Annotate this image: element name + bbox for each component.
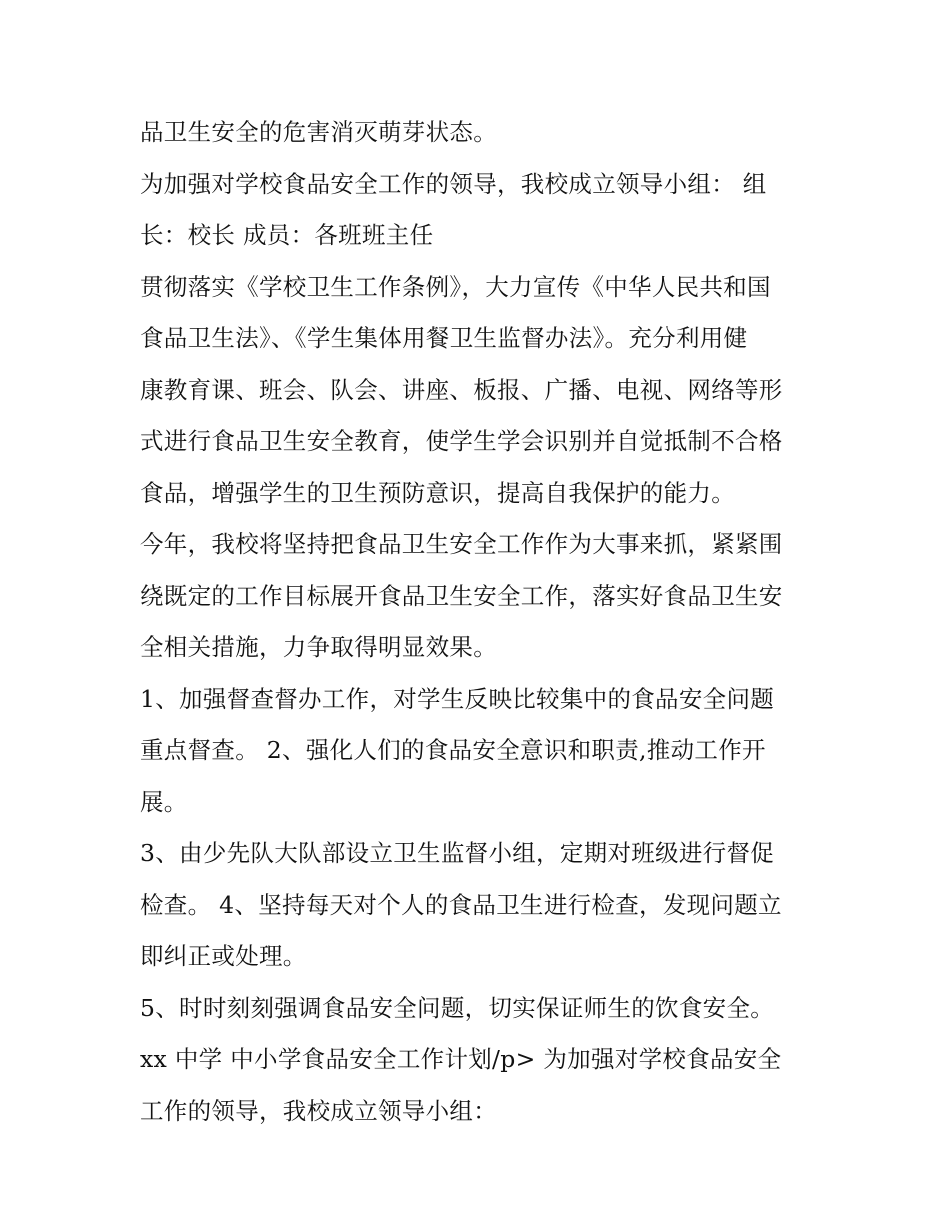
text-line: 食品卫生法》、《学生集体用餐卫生监督办法》。充分利用健 <box>140 324 748 352</box>
text-line: 1、加强督查督办工作，对学生反映比较集中的食品安全问题 <box>140 684 775 713</box>
text-line: 贯彻落实《学校卫生工作条例》，大力宣传《中华人民共和国 <box>140 272 771 301</box>
text-line: 长：校长 成员：各班班主任 <box>140 221 434 249</box>
paragraph <box>140 519 820 674</box>
text-line: 即纠正或处理。 <box>140 942 307 970</box>
text-line: 康教育课、班会、队会、讲座、板报、广播、电视、网络等形 <box>140 375 783 404</box>
text-line: 展。 <box>140 787 188 816</box>
text-line: 今年，我校将坚持把食品卫生安全工作作为大事来抓，紧紧围 <box>140 530 783 558</box>
document-body <box>140 107 820 1137</box>
text-line: 为加强对学校食品安全工作的领导，我校成立领导小组： 组 <box>140 169 767 198</box>
paragraph <box>140 828 820 983</box>
paragraph <box>140 159 820 262</box>
paragraph <box>140 1034 820 1137</box>
paragraph <box>140 107 820 159</box>
text-line: 绕既定的工作目标展开食品卫生安全工作，落实好食品卫生安 <box>140 581 783 610</box>
text-line: 检查。 4、坚持每天对个人的食品卫生进行检查，发现问题立 <box>140 890 782 919</box>
text-line: 品卫生安全的危害消灭萌芽状态。 <box>140 118 497 146</box>
paragraph <box>140 262 820 520</box>
text-line: 重点督查。 2、强化人们的食品安全意识和职责,推动工作开 <box>140 736 766 764</box>
paragraph <box>140 674 820 829</box>
text-line: 3、由少先队大队部设立卫生监督小组，定期对班级进行督促 <box>140 839 775 867</box>
text-line: xx 中学 中小学食品安全工作计划/p> 为加强对学校食品安全 <box>140 1045 782 1073</box>
text-line: 工作的领导，我校成立领导小组： <box>140 1096 497 1125</box>
text-line: 5、时时刻刻强调食品安全问题，切实保证师生的饮食安全。 <box>140 993 775 1022</box>
text-line: 食品，增强学生的卫生预防意识，提高自我保护的能力。 <box>140 478 735 507</box>
text-line: 式进行食品卫生安全教育，使学生学会识别并自觉抵制不合格 <box>140 427 783 455</box>
text-line: 全相关措施，力争取得明显效果。 <box>140 633 497 661</box>
paragraph <box>140 983 820 1035</box>
